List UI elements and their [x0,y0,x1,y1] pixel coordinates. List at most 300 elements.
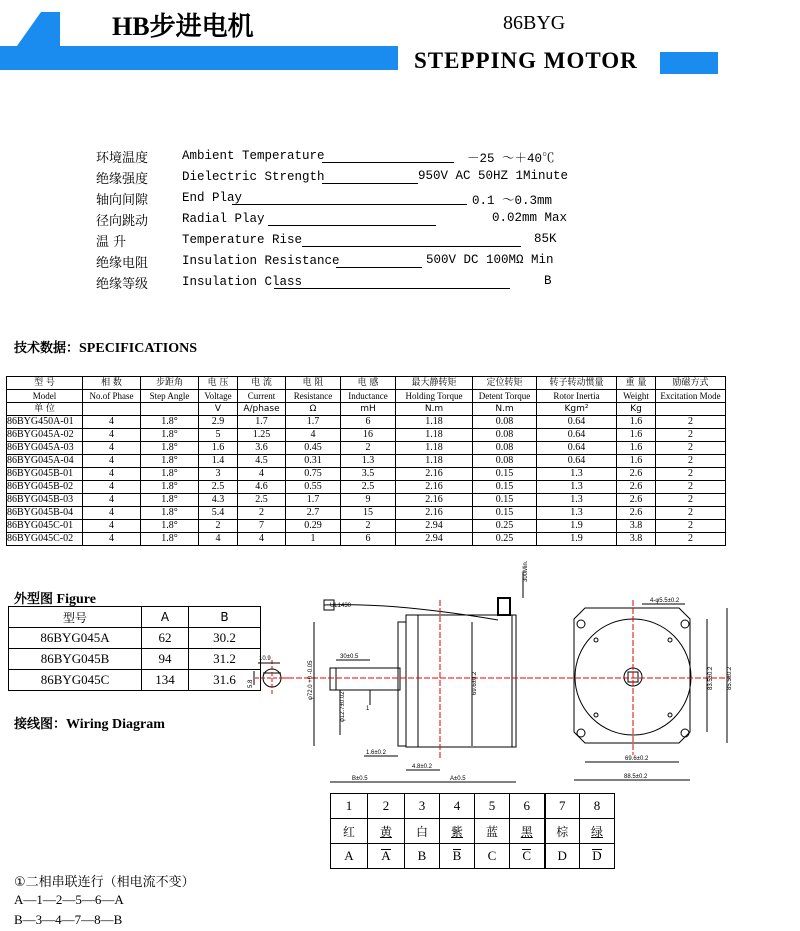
spec-cell: Ω [286,403,341,416]
spec-cell: Step Angle [141,390,199,403]
wiring-cell [475,794,510,819]
spec-cell: 2.6 [617,507,656,520]
wiring-phase-row [331,844,615,869]
wiring-cell [545,844,580,869]
figure-cell: 86BYG045B [9,649,142,670]
spec-cell: 励磁方式 [656,377,726,390]
spec-cell: 2.16 [396,481,473,494]
spec-cell: 1.3 [537,507,617,520]
spec-units-row [7,403,726,416]
spec-cell: 2.6 [617,468,656,481]
spec-cell [656,403,726,416]
spec-cell: 4.6 [238,481,286,494]
page-title: HB步进电机 [112,12,254,41]
spec-cell: 3.8 [617,520,656,533]
spec-cell: 0.15 [473,468,537,481]
spec-cell: 2.6 [617,481,656,494]
spec-cell: 型 号 [7,377,83,390]
spec-cell: 0.55 [286,481,341,494]
spec-cell: 1 [286,533,341,546]
spec-cell: 2.16 [396,468,473,481]
spec-cell: 2.9 [199,416,238,429]
spec-cell: 单 位 [7,403,83,416]
spec-cell: 86BYG045B-04 [7,507,83,520]
wiring-cell [510,844,545,869]
spec-cell: 2.94 [396,533,473,546]
wiring-cell [440,844,475,869]
spec-cell: 4 [83,442,141,455]
wiring-cell-text: 紫 [450,824,463,839]
wiring-cell-text: C [487,848,497,863]
spec-data-row [7,494,726,507]
wiring-cell [331,794,368,819]
spec-cell: Kgm² [537,403,617,416]
wiring-pin-row [331,794,615,819]
parameter-cn-label: 轴向间隙 [96,193,149,208]
specs-title-cn: 技术数据： [14,341,80,356]
spec-cell: 1.4 [199,455,238,468]
motor-outline-drawing [240,560,740,790]
spec-cell: mH [341,403,396,416]
wiring-cell [545,819,580,844]
parameter-leader-line [274,288,510,289]
spec-cell: 转子转动惯量 [537,377,617,390]
spec-cell: 1.7 [286,416,341,429]
figure-header-cell: B [189,607,261,628]
wiring-cell [510,794,545,819]
model-series: 86BYG [503,12,566,34]
spec-cell: 6 [341,533,396,546]
wiring-note-text: ①二相串联连行（相电流不变） [14,875,195,890]
spec-cell: 0.64 [537,429,617,442]
spec-cell: 1.8° [141,494,199,507]
spec-cell: V [199,403,238,416]
parameter-leader-line [336,267,422,268]
wiring-cell [475,844,510,869]
spec-cell: 2 [656,468,726,481]
wiring-cell [580,819,615,844]
spec-cell: 1.18 [396,416,473,429]
spec-cell: 2 [341,442,396,455]
spec-cell: 86BYG045B-01 [7,468,83,481]
wiring-cell-text: 3 [418,798,426,813]
parameter-leader-line [268,225,436,226]
spec-cell [141,403,199,416]
wiring-note-title [14,871,195,890]
spec-cell: 4 [238,533,286,546]
figure-header-row [9,607,261,628]
parameter-leader-line [322,183,418,184]
shaft-diameter-label: φ12.7±0.02 [340,691,346,722]
spec-data-row [7,468,726,481]
spec-cell: 1.3 [537,494,617,507]
spec-cell: 6 [341,416,396,429]
spec-cell: 2 [656,494,726,507]
parameter-value: 500V DC 100MΩ Min [426,253,554,267]
spec-cell: 1.3 [537,468,617,481]
wiring-cell [545,794,580,819]
spec-data-row [7,533,726,546]
spec-cell: 3 [199,468,238,481]
wiring-cell [475,819,510,844]
parameter-en-label: Dielectric Strength [182,170,325,184]
spec-cell: N.m [396,403,473,416]
wiring-cell-text: 白 [415,824,428,839]
spec-data-row [7,429,726,442]
spec-cell: 定位转矩 [473,377,537,390]
wiring-cell-text: 黑 [520,824,533,839]
wiring-note-line1: A—1—2—5—6—A [14,892,124,907]
spec-cell: 4 [83,481,141,494]
wiring-cell-text: 绿 [590,824,603,839]
parameter-value: B [544,274,552,288]
spec-cell: 0.08 [473,455,537,468]
parameter-value: 85K [534,232,557,246]
wiring-cell-text: 5 [488,798,496,813]
spec-cell: 1.8° [141,533,199,546]
spec-cell: 1.6 [617,416,656,429]
spec-cell: 1.8° [141,468,199,481]
parameter-leader-line [302,246,521,247]
wiring-cell-text: A [381,848,391,863]
spec-cell: 电 压 [199,377,238,390]
spec-cell: 16 [341,429,396,442]
spec-cell: 2 [656,429,726,442]
spec-cell: Weight [617,390,656,403]
figure-cell: 94 [142,649,189,670]
wiring-cell-text: 4 [453,798,461,813]
spec-data-row [7,481,726,494]
bolt-spacing-label: 69.6±0.2 [625,756,649,762]
spec-cell: 0.08 [473,442,537,455]
spec-cell: No.of Phase [83,390,141,403]
bolt-circle-front-label: 83.5±0.2 [708,666,714,690]
spec-cell: 重 量 [617,377,656,390]
spec-cell: 86BYG045B-02 [7,481,83,494]
spec-cell: 86BYG045A-03 [7,442,83,455]
spec-cell: 1.6 [617,429,656,442]
spec-cell: 1.8° [141,429,199,442]
spec-cell: 0.25 [473,520,537,533]
figure-dimension-table [8,606,261,691]
spec-cell: Kg [617,403,656,416]
spec-cell: Inductance [341,390,396,403]
spec-cell: N.m [473,403,537,416]
spec-cell: 4 [83,520,141,533]
figure-data-row [9,649,261,670]
specifications-table [6,376,726,546]
spec-cell: A/phase [238,403,286,416]
spec-cell: 4.3 [199,494,238,507]
spec-cell: 86BYG045A-04 [7,455,83,468]
parameter-en-label: Ambient Temperature [182,149,325,163]
spec-cell: 0.15 [473,481,537,494]
parameter-cn-label: 环境温度 [96,151,149,166]
spec-cell: 4 [83,429,141,442]
spec-cell: 4 [83,416,141,429]
flat-dim-label: 10.9 [259,656,271,662]
spec-cell: 2 [656,416,726,429]
wiring-title-en: Wiring Diagram [66,717,165,732]
wiring-cell-text: D [557,848,567,863]
spec-cell: 86BYG045B-03 [7,494,83,507]
spec-cell: 1.8° [141,416,199,429]
spec-cell: 2.5 [238,494,286,507]
spec-cell: 86BYG045C-01 [7,520,83,533]
figure-cell: 62 [142,628,189,649]
spec-cell: 1.8° [141,455,199,468]
shaft-flat-label: 5.8 [248,679,254,688]
spec-cell: 1.6 [617,442,656,455]
spec-cell: 2 [656,455,726,468]
wiring-cell-text: 黄 [379,824,392,839]
spec-data-row [7,507,726,520]
spec-cell: 4 [83,468,141,481]
spec-cell: 9 [341,494,396,507]
spec-cell: 86BYG045A-02 [7,429,83,442]
wiring-table [330,793,615,869]
wiring-cell-text: B [452,848,462,863]
figure-data-row [9,670,261,691]
spec-cell: 最大静转矩 [396,377,473,390]
spec-data-row [7,455,726,468]
wiring-note-line2: B—3—4—7—8—B [14,912,123,927]
diameter-72-label: φ72.0 +0 -0.05 [308,660,314,700]
spec-cell: 4 [199,533,238,546]
spec-cell: 0.15 [473,507,537,520]
spec-cell: 2 [238,507,286,520]
outer-square-label: 85.5±0.2 [727,666,733,690]
parameter-cn-label: 温 升 [96,235,127,250]
specs-title-en: SPECIFICATIONS [79,341,198,356]
spec-data-row [7,520,726,533]
spec-cell: 4 [83,507,141,520]
figure-header-cell: 型号 [9,607,142,628]
spec-cell: 2 [656,507,726,520]
spec-cell: Holding Torque [396,390,473,403]
front-view [527,598,733,780]
header-blue-square [660,52,718,74]
keyway-label: 30±0.5 [340,654,359,660]
spec-cell: 0.75 [286,468,341,481]
figure-title-cn: 外型图 [14,592,54,607]
spec-cell: 3.5 [341,468,396,481]
wiring-cell [580,844,615,869]
spec-cell: 0.64 [537,442,617,455]
spec-cell: 4 [83,533,141,546]
parameter-leader-line [322,162,454,163]
parameter-cn-label: 绝缘电阻 [96,256,149,271]
wiring-section-title [14,713,165,733]
spec-cell: 0.45 [286,442,341,455]
spec-cell: Model [7,390,83,403]
spec-data-row [7,442,726,455]
figure-section-title [14,588,96,608]
spec-cell: Excitation Mode [656,390,726,403]
spec-cell: 5.4 [199,507,238,520]
figure-cell: 31.6 [189,670,261,691]
header-blue-bar [0,46,398,70]
spec-cell: 2.94 [396,520,473,533]
shaft-length-label: B±0.5 [352,776,368,782]
spec-cell: 3.8 [617,533,656,546]
shaft-end-view [248,656,290,696]
english-title: STEPPING MOTOR [414,48,638,73]
figure-header-cell: A [142,607,189,628]
spec-cell: 86BYG045C-02 [7,533,83,546]
wiring-cell-text: 蓝 [485,824,498,839]
spec-cell: 2 [656,520,726,533]
wiring-cell-text: 棕 [556,824,569,839]
spec-cell: 0.08 [473,429,537,442]
spec-cell: 1.9 [537,533,617,546]
wiring-cell [440,794,475,819]
spec-cell: 2.7 [286,507,341,520]
parameter-cn-label: 径向跳动 [96,214,149,229]
specs-section-title [14,337,197,357]
figure-cell: 30.2 [189,628,261,649]
body-length-label: A±0.5 [450,776,466,782]
spec-cell: 15 [341,507,396,520]
hole-label: 4-φ5.5±0.2 [650,598,680,604]
spec-cell: 0.15 [473,494,537,507]
wiring-cell-text: B [417,848,427,863]
bolt-circle-side-label: 69.6±0.2 [472,671,478,695]
spec-cell: 1.8° [141,507,199,520]
spec-cell: 0.25 [473,533,537,546]
spec-data-row [7,416,726,429]
spec-cell: 2.16 [396,494,473,507]
wiring-cell-text: 6 [523,798,530,813]
wiring-cell-text: 红 [342,824,355,839]
spec-cell: 2.6 [617,494,656,507]
spec-cell: 4 [238,468,286,481]
spec-cell: 0.31 [286,455,341,468]
wiring-title-cn: 接线图： [14,717,67,732]
spec-cell: 4 [83,494,141,507]
wiring-cell-text: 8 [593,798,601,813]
spec-cell: 1.18 [396,442,473,455]
spec-cell: 4 [286,429,341,442]
spec-cell: Resistance [286,390,341,403]
wiring-cell [440,819,475,844]
pilot-depth-label: 4.8±0.2 [412,764,432,770]
figure-cell: 86BYG045C [9,670,142,691]
spec-cell: 1.7 [286,494,341,507]
parameter-value: －25 ～＋40℃ [467,152,555,166]
wiring-cell [368,844,405,869]
spec-cell: 2.5 [199,481,238,494]
spec-cell: 2 [656,442,726,455]
wiring-color-row [331,819,615,844]
spec-cell: 步距角 [141,377,199,390]
parameter-value: 0.1 ～0.3mm [472,194,553,208]
spec-cell: 1.6 [199,442,238,455]
wiring-cell [580,794,615,819]
parameter-value: 950V AC 50HZ 1Minute [418,169,569,183]
parameter-en-label: Insulation Resistance [182,254,340,268]
bottom-dim-label: 88.5±0.2 [624,774,648,780]
spec-cell: 相 数 [83,377,141,390]
wiring-cell [368,819,405,844]
parameter-en-label: Radial Play [182,212,265,226]
spec-cell: 2 [341,520,396,533]
wire-length-label: 300Min. [523,560,529,582]
spec-cell: 0.64 [537,416,617,429]
wiring-cell [405,794,440,819]
spec-cell: 2 [656,533,726,546]
wiring-cell-text: C [522,848,532,863]
spec-cell: 1.3 [537,481,617,494]
figure-data-row [9,628,261,649]
wiring-cell-text: D [592,848,602,863]
wiring-cell-text: 7 [559,798,566,813]
parameter-en-label: Insulation Class [182,275,303,289]
wiring-cell [405,819,440,844]
spec-cell: 4 [83,455,141,468]
wiring-cell-text: A [344,848,354,863]
spec-cell: 2 [199,520,238,533]
spec-cell: 1.18 [396,429,473,442]
spec-header-en-row [7,390,726,403]
parameter-value: 0.02mm Max [492,211,568,225]
spec-cell: 0.08 [473,416,537,429]
pin-label: 1 [366,706,370,712]
spec-cell: 4.5 [238,455,286,468]
spec-cell: 2.16 [396,507,473,520]
wiring-cell [331,844,368,869]
parameter-en-label: End Play [182,191,243,205]
spec-cell: 0.64 [537,455,617,468]
spec-cell: Detent Torque [473,390,537,403]
spec-cell: Current [238,390,286,403]
spec-cell: 1.8° [141,520,199,533]
figure-cell: 86BYG045A [9,628,142,649]
side-view [280,560,529,782]
wiring-cell [405,844,440,869]
spec-header-cn-row [7,377,726,390]
figure-cell: 134 [142,670,189,691]
figure-cell: 31.2 [189,649,261,670]
spec-cell: 5 [199,429,238,442]
spec-cell: 7 [238,520,286,533]
spec-cell: 电 感 [341,377,396,390]
spec-cell: 3.6 [238,442,286,455]
parameter-leader-line [232,204,467,205]
spec-cell: 2.5 [341,481,396,494]
spec-cell: Rotor Inertia [537,390,617,403]
spec-cell: 1.3 [341,455,396,468]
spec-cell [83,403,141,416]
spec-cell: 1.8° [141,481,199,494]
parameter-cn-label: 绝缘强度 [96,172,149,187]
spec-cell: 0.29 [286,520,341,533]
parameter-cn-label: 绝缘等级 [96,277,149,292]
spec-cell: Voltage [199,390,238,403]
spec-cell: 2 [656,481,726,494]
spec-cell: 电 阻 [286,377,341,390]
wiring-cell [368,794,405,819]
spec-cell: 1.18 [396,455,473,468]
figure-title-en: Figure [56,592,96,607]
spec-cell: 1.8° [141,442,199,455]
parameter-en-label: Temperature Rise [182,233,303,247]
spec-cell: 86BYG450A-01 [7,416,83,429]
wiring-cell [510,819,545,844]
spec-cell: 1.6 [617,455,656,468]
ul-label: UL1430 [330,603,352,609]
wiring-cell [331,819,368,844]
